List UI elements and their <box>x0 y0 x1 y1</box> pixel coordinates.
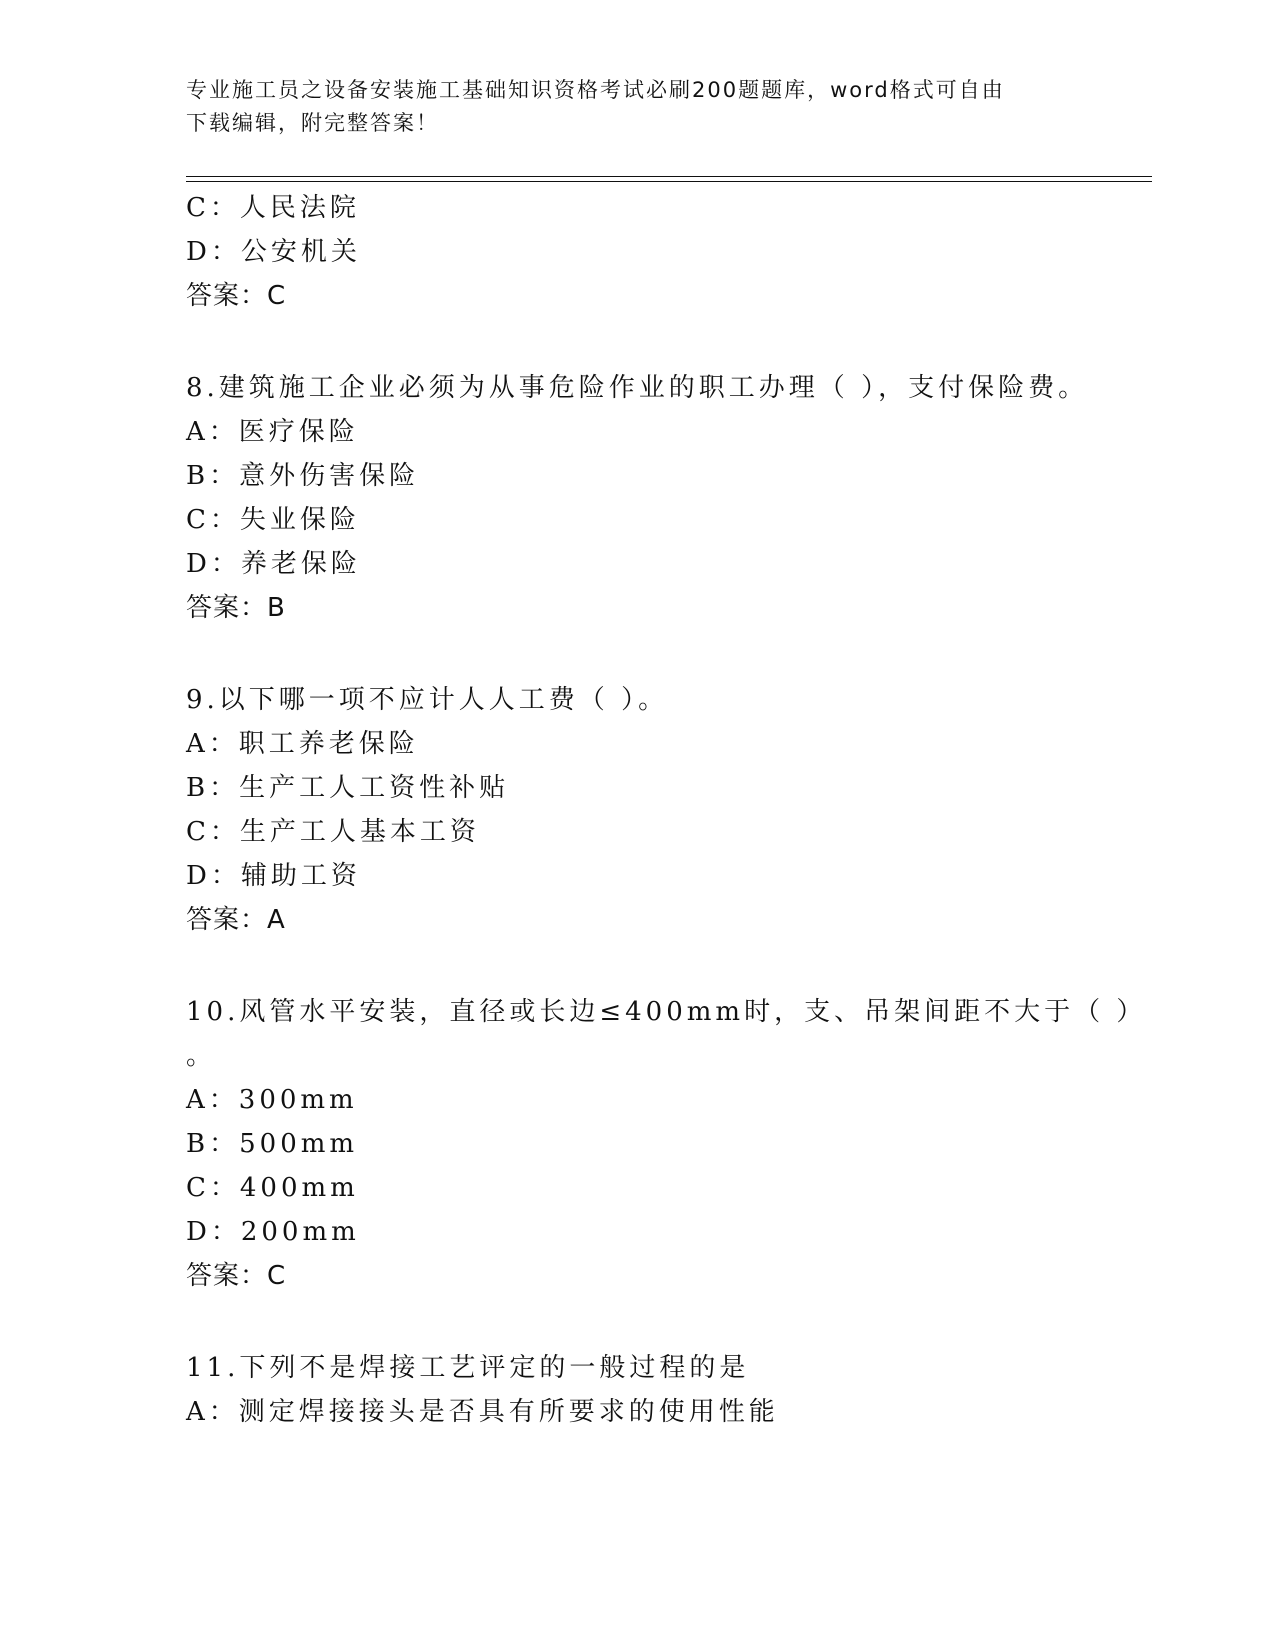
header-line-2: 下载编辑，附完整答案！ <box>186 111 439 135</box>
q10-answer: 答案：C <box>186 1261 287 1291</box>
q8-option-b: B：意外伤害保险 <box>186 461 420 491</box>
q11-option-a: A：测定焊接接头是否具有所要求的使用性能 <box>186 1397 779 1427</box>
q8-option-a: A：医疗保险 <box>186 417 359 447</box>
q7-option-c: C：人民法院 <box>186 193 360 223</box>
q10-question-line-2: 。 <box>186 1041 217 1071</box>
q10-option-d: D：200mm <box>186 1217 360 1247</box>
q7-option-d: D：公安机关 <box>186 237 361 267</box>
q7-answer: 答案：C <box>186 281 287 311</box>
q9-option-c: C：生产工人基本工资 <box>186 817 480 847</box>
q8-option-c: C：失业保险 <box>186 505 360 535</box>
header-divider-top <box>186 176 1152 177</box>
q9-option-a: A：职工养老保险 <box>186 729 419 759</box>
q10-option-c: C：400mm <box>186 1173 359 1203</box>
q8-question: 8.建筑施工企业必须为从事危险作业的职工办理（ ），支付保险费。 <box>186 373 1089 403</box>
q8-answer: 答案：B <box>186 593 286 623</box>
q10-question-line-1: 10.风管水平安装，直径或长边≤400mm时，支、吊架间距不大于（ ） <box>186 997 1147 1027</box>
document-header <box>186 74 1066 140</box>
q9-option-d: D：辅助工资 <box>186 861 361 891</box>
q10-option-b: B：500mm <box>186 1129 359 1159</box>
header-divider-bottom <box>186 181 1152 182</box>
q9-answer: 答案：A <box>186 905 286 935</box>
header-line-1: 专业施工员之设备安装施工基础知识资格考试必刷200题题库，word格式可自由 <box>186 78 1005 102</box>
q10-option-a: A：300mm <box>186 1085 358 1115</box>
q9-question: 9.以下哪一项不应计人人工费（ ）。 <box>186 685 669 715</box>
q11-question: 11.下列不是焊接工艺评定的一般过程的是 <box>186 1353 750 1383</box>
q9-option-b: B：生产工人工资性补贴 <box>186 773 510 803</box>
q8-option-d: D：养老保险 <box>186 549 361 579</box>
